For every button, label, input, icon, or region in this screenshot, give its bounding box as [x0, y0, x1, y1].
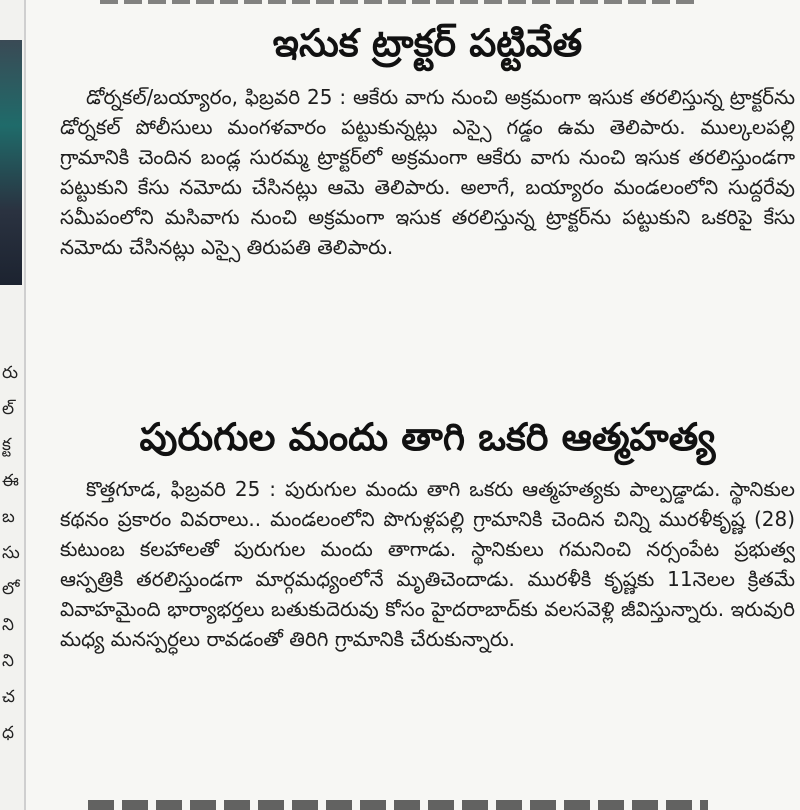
- cropped-text-line-top: [100, 0, 700, 4]
- adjacent-text-fragment: [2, 355, 24, 751]
- adjacent-photo-fragment: [0, 40, 22, 285]
- adjacent-glyph: సు: [2, 543, 20, 563]
- adjacent-glyph: ధ: [2, 723, 15, 743]
- article-body: [60, 82, 795, 262]
- adjacent-glyph: బ: [2, 507, 15, 527]
- article-headline: పురుగుల మందు తాగి ఒకరి ఆత్మహత్య: [139, 415, 716, 459]
- article-body: [60, 474, 795, 654]
- article-pesticide-suicide: [60, 412, 795, 654]
- article-sand-tractor: [60, 18, 795, 262]
- adjacent-glyph: చ: [2, 687, 15, 707]
- adjacent-glyph: రు: [2, 363, 18, 383]
- adjacent-glyph: లో: [2, 579, 20, 599]
- article-body-text: డోర్నకల్‌/బయ్యారం, ఫిబ్రవరి 25 : ఆకేరు వాగు నుంచి అక్రమంగా ఇసుక తరలిస్తున్న ట్రాక్టర్‌ను డోర్నకల్‌ పోలీసులు మంగళవారం పట్టుకున్నట్లు ఎస్సై గడ్డం ఉమ తెలిపారు. ముల్కలపల్లి గ్రామానికి చెందిన బండ్ల సురమ్మ ట్రాక్టర్‌లో అక్రమంగా ఆకేరు వాగు నుంచి ఇసుక తరలిస్తుండగా పట్టుకుని కేసు నమోదు చేసినట్లు ఆమె తెలిపారు. అలాగే, బయ్యారం మండలంలోని సుద్దరేవు సమీపంలోని మసివాగు నుంచి అక్రమంగా ఇసుక తరలిస్తున్న ట్రాక్టర్‌ను పట్టుకుని ఒకరిపై కేసు నమోదు చేసినట్లు ఎస్సై తిరుపతి తెలిపారు.: [60, 85, 795, 259]
- adjacent-glyph: ఈ: [2, 471, 19, 491]
- adjacent-glyph: క్ట: [2, 435, 11, 455]
- cropped-headline-bottom: [88, 800, 708, 810]
- adjacent-glyph: ని: [2, 651, 14, 671]
- adjacent-column: [0, 0, 26, 810]
- adjacent-glyph: ల్: [2, 399, 15, 419]
- article-headline: ఇసుక ట్రాక్టర్‌ పట్టివేత: [272, 21, 583, 65]
- article-body-text: కొత్తగూడ, ఫిబ్రవరి 25 : పురుగుల మందు తాగి ఒకరు ఆత్మహత్యకు పాల్పడ్డాడు. స్థానికుల కథనం ప్రకారం వివరాలు.. మండలంలోని పొగుళ్లపల్లి గ్రామానికి చెందిన చిన్ని మురళీకృష్ణ (28) కుటుంబ కలహాలతో పురుగుల మందు తాగాడు. స్థానికులు గమనించి నర్సంపేట ప్రభుత్వ ఆస్పత్రికి తరలిస్తుండగా మార్గమధ్యంలోనే మృతిచెందాడు. మురళీకి కృష్ణకు 11నెలల క్రితమే వివాహమైంది భార్యాభర్తలు బతుకుదెరువు కోసం హైదరాబాద్‌కు వలసవెళ్లి జీవిస్తున్నారు. ఇరువురి మధ్య మనస్పర్ధలు రావడంతో తిరిగి గ్రామానికి చేరుకున్నారు.: [60, 477, 795, 651]
- adjacent-glyph: ని: [2, 615, 14, 635]
